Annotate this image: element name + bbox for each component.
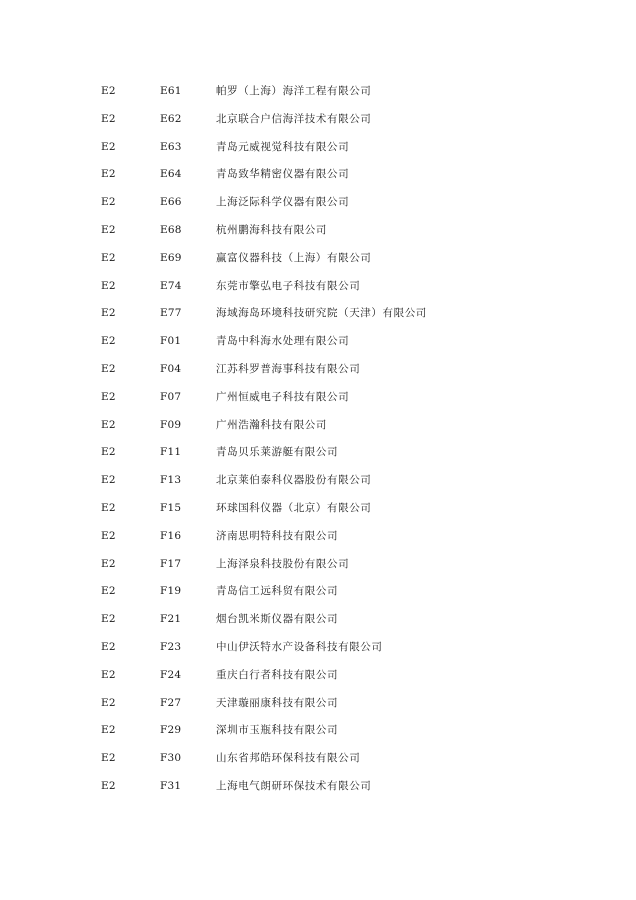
booth-number: F15 — [160, 501, 182, 514]
company-name: 重庆白行者科技有限公司 — [216, 668, 339, 681]
company-name: 青岛中科海水处理有限公司 — [216, 335, 350, 348]
hall-code: E2 — [101, 696, 116, 709]
hall-code: E2 — [101, 279, 116, 292]
exhibitor-row — [0, 106, 636, 134]
exhibitor-row — [0, 412, 636, 440]
hall-code: E2 — [101, 446, 116, 459]
hall-code: E2 — [101, 501, 116, 514]
booth-number: E66 — [160, 196, 182, 209]
hall-code: E2 — [101, 362, 116, 375]
hall-code: E2 — [101, 140, 116, 153]
exhibitor-row — [0, 245, 636, 273]
exhibitor-row — [0, 717, 636, 745]
exhibitor-row — [0, 578, 636, 606]
booth-number: F16 — [160, 529, 182, 542]
booth-number: F29 — [160, 724, 182, 737]
hall-code: E2 — [101, 168, 116, 181]
company-name: 上海泽泉科技股份有限公司 — [216, 557, 350, 570]
hall-code: E2 — [101, 112, 116, 125]
exhibitor-row — [0, 78, 636, 106]
hall-code: E2 — [101, 668, 116, 681]
booth-number: F30 — [160, 752, 182, 765]
booth-number: F04 — [160, 362, 182, 375]
hall-code: E2 — [101, 613, 116, 626]
exhibitor-row — [0, 161, 636, 189]
exhibitor-row — [0, 606, 636, 634]
company-name: 北京莱伯泰科仪器股份有限公司 — [216, 474, 372, 487]
exhibitor-row — [0, 634, 636, 662]
exhibitor-row — [0, 439, 636, 467]
company-name: 赢富仪器科技（上海）有限公司 — [216, 251, 372, 264]
exhibitor-row — [0, 189, 636, 217]
exhibitor-row — [0, 217, 636, 245]
hall-code: E2 — [101, 335, 116, 348]
exhibitor-row — [0, 273, 636, 301]
booth-number: F19 — [160, 585, 182, 598]
booth-number: F31 — [160, 779, 182, 792]
company-name: 江苏科罗普海事科技有限公司 — [216, 362, 361, 375]
booth-number: E64 — [160, 168, 182, 181]
company-name: 青岛元威视觉科技有限公司 — [216, 140, 350, 153]
hall-code: E2 — [101, 223, 116, 236]
company-name: 青岛贝乐莱游艇有限公司 — [216, 446, 339, 459]
exhibitor-row — [0, 495, 636, 523]
company-name: 青岛信工远科贸有限公司 — [216, 585, 339, 598]
company-name: 上海泛际科学仪器有限公司 — [216, 196, 350, 209]
booth-number: E62 — [160, 112, 182, 125]
company-name: 山东省邦皓环保科技有限公司 — [216, 752, 361, 765]
company-name: 深圳市玉瓶科技有限公司 — [216, 724, 339, 737]
company-name: 天津璇丽康科技有限公司 — [216, 696, 339, 709]
hall-code: E2 — [101, 640, 116, 653]
company-name: 上海电气朗研环保技术有限公司 — [216, 779, 372, 792]
company-name: 帕罗（上海）海洋工程有限公司 — [216, 85, 372, 97]
hall-code: E2 — [101, 418, 116, 431]
exhibitor-row — [0, 300, 636, 328]
company-name: 东莞市擎弘电子科技有限公司 — [216, 279, 361, 292]
booth-number: F21 — [160, 613, 182, 626]
exhibitor-row — [0, 662, 636, 690]
booth-number: F23 — [160, 640, 182, 653]
booth-number: F17 — [160, 557, 182, 570]
booth-number: F13 — [160, 474, 182, 487]
booth-number: E77 — [160, 307, 182, 320]
hall-code: E2 — [101, 557, 116, 570]
company-name: 广州恒威电子科技有限公司 — [216, 390, 350, 403]
company-name: 广州浩瀚科技有限公司 — [216, 418, 327, 431]
company-name: 济南思明特科技有限公司 — [216, 529, 339, 542]
exhibitor-row — [0, 745, 636, 773]
hall-code: E2 — [101, 779, 116, 792]
booth-number: F11 — [160, 446, 182, 459]
hall-code: E2 — [101, 307, 116, 320]
booth-number: E69 — [160, 251, 182, 264]
company-name: 中山伊沃特水产设备科技有限公司 — [216, 640, 383, 653]
hall-code: E2 — [101, 724, 116, 737]
hall-code: E2 — [101, 585, 116, 598]
hall-code: E2 — [101, 85, 116, 97]
company-name: 杭州鹏海科技有限公司 — [216, 223, 327, 236]
booth-number: F27 — [160, 696, 182, 709]
exhibitor-row — [0, 356, 636, 384]
booth-number: F07 — [160, 390, 182, 403]
exhibitor-row — [0, 551, 636, 579]
booth-number: E68 — [160, 223, 182, 236]
company-name: 烟台凯米斯仪器有限公司 — [216, 613, 339, 626]
company-name: 青岛致华精密仪器有限公司 — [216, 168, 350, 181]
hall-code: E2 — [101, 390, 116, 403]
booth-number: F09 — [160, 418, 182, 431]
company-name: 环球国科仪器（北京）有限公司 — [216, 501, 372, 514]
booth-number: E61 — [160, 85, 182, 97]
exhibitor-row — [0, 773, 636, 801]
hall-code: E2 — [101, 474, 116, 487]
hall-code: E2 — [101, 529, 116, 542]
booth-number: F24 — [160, 668, 182, 681]
company-name: 北京联合户信海洋技术有限公司 — [216, 112, 372, 125]
hall-code: E2 — [101, 251, 116, 264]
exhibitor-row — [0, 523, 636, 551]
hall-code: E2 — [101, 196, 116, 209]
booth-number: E74 — [160, 279, 182, 292]
booth-number: E63 — [160, 140, 182, 153]
exhibitor-row — [0, 328, 636, 356]
exhibitor-row — [0, 384, 636, 412]
hall-code: E2 — [101, 752, 116, 765]
company-name: 海域海岛环境科技研究院（天津）有限公司 — [216, 307, 427, 320]
exhibitor-list — [0, 78, 636, 801]
exhibitor-row — [0, 134, 636, 162]
exhibitor-row — [0, 467, 636, 495]
booth-number: F01 — [160, 335, 182, 348]
exhibitor-row — [0, 690, 636, 718]
